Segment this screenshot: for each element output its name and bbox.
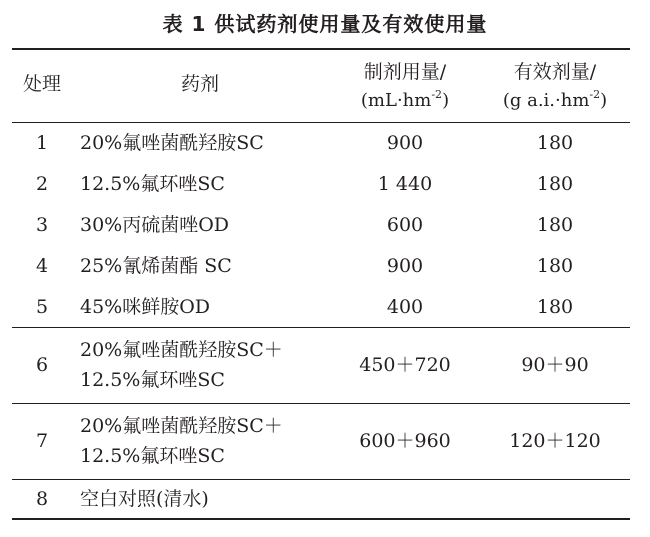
row-dose: 400 xyxy=(386,296,424,318)
row-agent-line2: 12.5%氟环唑SC xyxy=(80,369,225,391)
row-dose: 900 xyxy=(386,132,424,154)
row-agent-line1: 20%氟唑菌酰羟胺SC＋ xyxy=(80,415,283,437)
row-active-dose: 180 xyxy=(536,132,574,154)
header-active-line1: 有效剂量/ xyxy=(513,61,597,83)
row-active-dose: 180 xyxy=(536,214,574,236)
row-treatment-number: 4 xyxy=(35,255,49,277)
row-agent: 空白对照(清水) xyxy=(80,488,209,510)
header-treatment: 处理 xyxy=(22,73,61,95)
header-dose-unit: $(mL\cdot hm^{-2})$ xyxy=(360,88,450,111)
row-agent: 12.5%氟环唑SC xyxy=(80,173,225,195)
row-treatment-number: 6 xyxy=(35,354,49,376)
row-dose: 900 xyxy=(386,255,424,277)
row-treatment-number: 1 xyxy=(35,132,49,154)
row-dose: 450＋720 xyxy=(359,354,451,376)
row-treatment-number: 7 xyxy=(35,430,49,452)
header-dose-line1: 制剂用量/ xyxy=(363,61,447,83)
row-agent: 30%丙硫菌唑OD xyxy=(80,214,230,236)
row-agent: 25%氰烯菌酯 SC xyxy=(80,255,232,277)
row-treatment-number: 2 xyxy=(35,173,49,195)
group-divider-rule xyxy=(12,479,630,480)
row-dose: 600＋960 xyxy=(359,430,451,452)
header-bottom-rule xyxy=(12,122,630,123)
row-active-dose: 180 xyxy=(536,296,574,318)
row-treatment-number: 5 xyxy=(35,296,49,318)
group-divider-rule xyxy=(12,327,630,328)
row-treatment-number: 3 xyxy=(35,214,49,236)
row-active-dose: 120＋120 xyxy=(509,430,601,452)
header-active-unit: (g $a.i.\cdot hm^{-2}$) xyxy=(502,88,608,111)
row-agent: 20%氟唑菌酰羟胺SC xyxy=(80,132,264,154)
row-dose: 1 440 xyxy=(377,173,433,195)
row-active-dose: 180 xyxy=(536,173,574,195)
row-agent: 45%咪鲜胺OD xyxy=(80,296,211,318)
header-agent: 药剂 xyxy=(180,73,219,95)
group-divider-rule xyxy=(12,403,630,404)
row-agent-line1: 20%氟唑菌酰羟胺SC＋ xyxy=(80,339,283,361)
table-top-rule xyxy=(12,48,630,50)
table-title: 表 1 供试药剂使用量及有效使用量 xyxy=(162,12,488,36)
row-active-dose: 90＋90 xyxy=(521,354,589,376)
row-treatment-number: 8 xyxy=(35,488,49,510)
row-agent-line2: 12.5%氟环唑SC xyxy=(80,445,225,467)
row-active-dose: 180 xyxy=(536,255,574,277)
table-bottom-rule xyxy=(12,518,630,520)
row-dose: 600 xyxy=(386,214,424,236)
